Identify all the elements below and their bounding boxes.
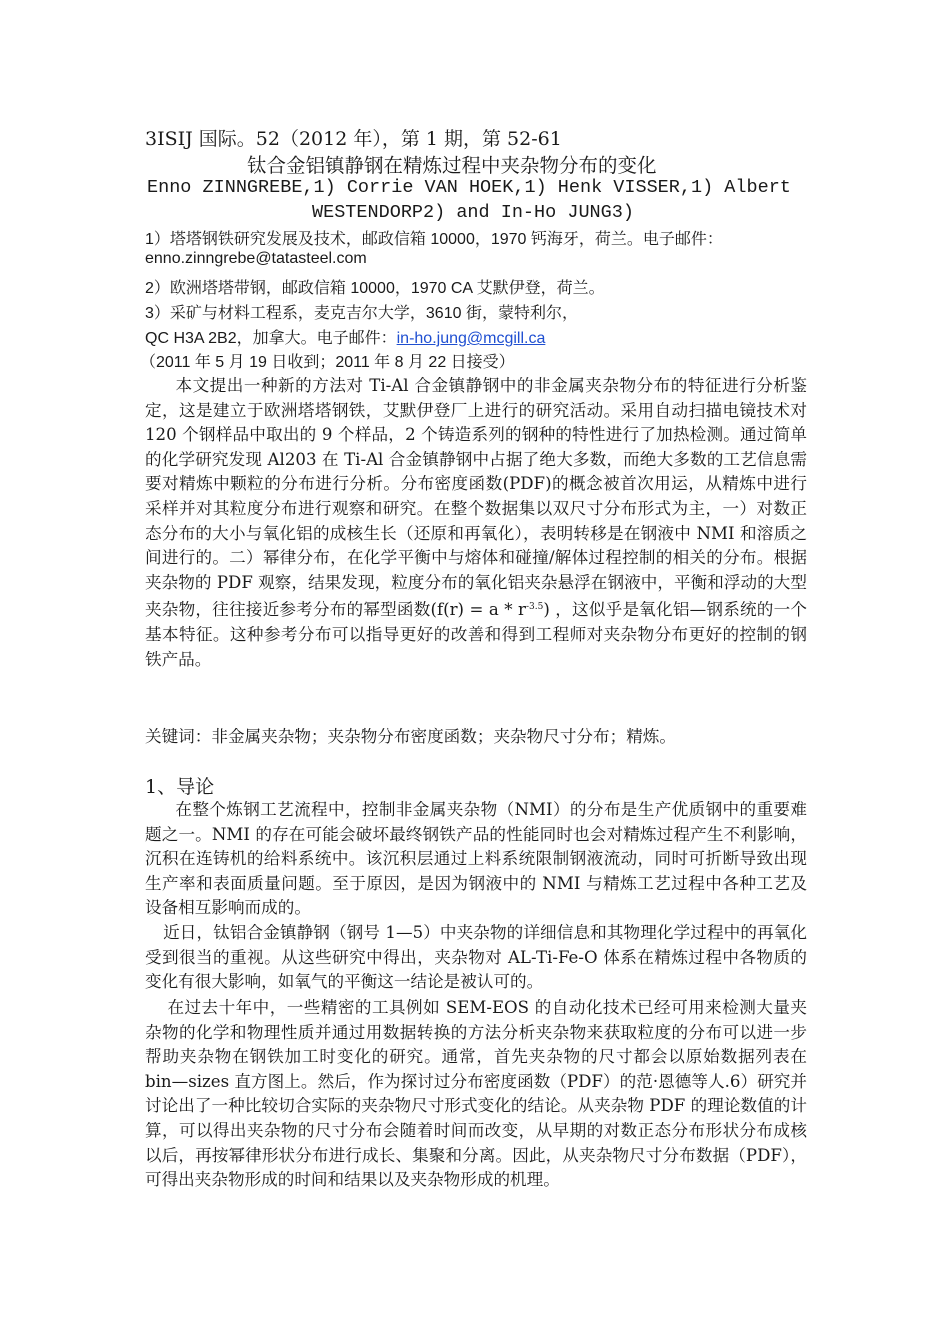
intro-paragraph-1 <box>145 798 807 921</box>
abstract-text-end: ) ，这似乎是氧化铝—钢系统的一个基本特征。这种参考分布可以指导更好的改善和得到工程师对夹杂物分布更好的控制的钢铁产品。 <box>145 600 807 669</box>
paper-title: 钛合金铝镇静钢在精炼过程中夹杂物分布的变化 <box>247 154 657 177</box>
intro-paragraph-3-text: 在过去十年中，一些精密的工具例如 SEM-EOS 的自动化技术已经可用来检测大量夹杂物的化学和物理性质并通过用数据转换的方法分析夹杂物来获取粒度的分布可以进一步帮助夹杂物在钢铁加工时变化的研究。通常，首先夹杂物的尺寸都会以原始数据列表在 bin—sizes 直方图上。然后，作为探讨过分布密度函数（PDF）的范·恩德等人.6）研究并讨论出了一种比较切合实际的夹杂物尺寸形式变化的结论。从夹杂物 PDF 的理论数值的计算，可以得出夹杂物的尺寸分布会随着时间而改变，从早期的对数正态分布形状分布成核以后，再按幂律形状分布进行成长、集聚和分离。因此，从夹杂物尺寸分布数据（PDF），可得出夹杂物形成的时间和结果以及夹杂物形成的机理。 <box>145 998 807 1190</box>
received-dates: （2011 年 5 月 19 日收到；2011 年 8 月 22 日接受） <box>140 354 515 371</box>
authors-line-2: WESTENDORP2) and In-Ho JUNG3) <box>312 202 634 223</box>
affiliation-3: 3）采矿与材料工程系，麦克吉尔大学，3610 街，蒙特利尔， <box>145 305 578 322</box>
keywords: 关键词：非金属夹杂物；夹杂物分布密度函数；夹杂物尺寸分布；精炼。 <box>145 727 676 746</box>
affiliation-3-address <box>145 325 545 348</box>
affiliation-2: 2）欧洲塔塔带钢，邮政信箱 10000，1970 CA 艾默伊登，荷兰。 <box>145 280 605 297</box>
intro-paragraph-1-text: 在整个炼钢工艺流程中，控制非金属夹杂物（NMI）的分布是生产优质钢中的重要难题之一。NMI 的存在可能会破坏最终钢铁产品的性能同时也会对精炼过程产生不利影响，沉积在连铸机的给料系统中。该沉积层通过上料系统限制钢液流动，同时可折断导致出现生产率和表面质量问题。至于原因，是因为钢液中的 NMI 与精炼工艺过程中各种工艺及设备相互影响而成的。 <box>145 800 807 918</box>
affiliation-3-address-text: QC H3A 2B2，加拿大。电子邮件： <box>145 330 397 347</box>
section-heading: 1、导论 <box>145 776 215 798</box>
abstract-paragraph <box>145 374 807 672</box>
email-link[interactable]: in-ho.jung@mcgill.ca <box>396 330 546 347</box>
authors-line-1: Enno ZINNGREBE,1) Corrie VAN HOEK,1) Henk VISSER,1) Albert <box>147 177 791 198</box>
intro-paragraph-2 <box>145 921 807 995</box>
citation-line: 3ISIJ 国际。52（2012 年），第 1 期，第 52-61 <box>145 128 562 150</box>
affiliation-1: 1）塔塔钢铁研究发展及技术，邮政信箱 10000，1970 钙海牙，荷兰。电子邮件： <box>145 231 723 248</box>
intro-paragraph-3 <box>145 996 807 1193</box>
abstract-text: 本文提出一种新的方法对 Ti-Al 合金镇静钢中的非金属夹杂物分布的特征进行分析鉴定，这是建立于欧洲塔塔钢铁，艾默伊登厂上进行的研究活动。采用自动扫描电镜技术对 120 个钢样品中取出的 9 个样品，2 个铸造系列的钢种的特性进行了加热检测。通过简单的化学研究发现 Al203 在 Ti-Al 合金镇静钢中占据了绝大多数，而绝大多数的工艺信息需要对精炼中颗粒的分布进行分析。分布密度函数(PDF)的概念被首次用运，从精炼中进行采样并对其粒度分布进行观察和研究。在整个数据集以双尺寸分布形式为主，一）对数正态分布的大小与氧化铝的成核生长（还原和再氧化），表明转移是在钢液中 NMI 和溶质之间进行的。二）幂律分布，在化学平衡中与熔体和碰撞/解体过程控制的相关的分布。根据夹杂物的 PDF 观察，结果发现，粒度分布的氧化铝夹杂悬浮在钢液中，平衡和浮动的大型夹杂物，往往接近参考分布的幂型函数(f(r) = a * r <box>145 376 807 620</box>
affiliation-1-email: enno.zinngrebe@tatasteel.com <box>145 250 367 267</box>
formula-exponent: -3.5 <box>525 602 544 613</box>
intro-paragraph-2-text: 近日，钛铝合金镇静钢（钢号 1—5）中夹杂物的详细信息和其物理化学过程中的再氧化受到很当的重视。从这些研究中得出，夹杂物对 AL-Ti-Fe-O 体系在精炼过程中各物质的变化有很大影响，如氧气的平衡这一结论是被认可的。 <box>145 923 807 992</box>
